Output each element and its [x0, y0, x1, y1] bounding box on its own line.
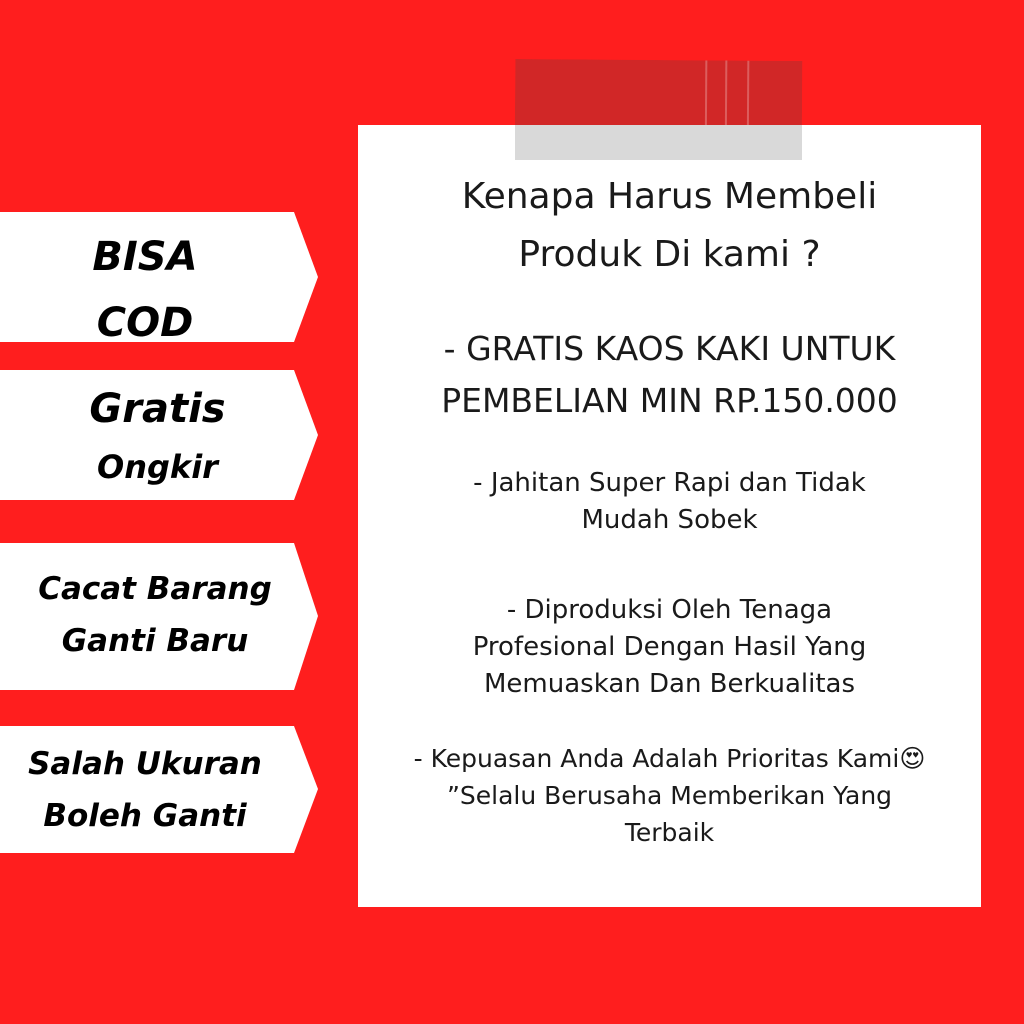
point-stitching [358, 465, 981, 539]
badge-wrong-size [0, 726, 318, 853]
promo-line-1: - GRATIS KAOS KAKI UNTUK [443, 329, 896, 368]
badge-wrong-size-line-2: Boleh Ganti [43, 798, 247, 834]
badge-wrong-size-label [0, 738, 290, 842]
point-2-line-3: Memuaskan Dan Berkualitas [484, 669, 855, 699]
badge-free-shipping-line-2: Ongkir [97, 448, 218, 486]
point-satisfaction [358, 740, 981, 851]
badge-free-shipping-label [0, 380, 315, 496]
badge-defect-line-1: Cacat Barang [38, 571, 272, 607]
point-3-line-2: ”Selalu Berusaha Memberikan Yang [446, 781, 893, 810]
badge-wrong-size-line-1: Salah Ukuran [28, 746, 262, 782]
point-3-line-3: Terbaik [624, 818, 715, 847]
badge-free-shipping-line-1: Gratis [89, 386, 226, 432]
badge-defect-replace [0, 543, 318, 690]
point-professional [358, 592, 981, 703]
point-3-line-1: - Kepuasan Anda Adalah Prioritas Kami😍 [413, 744, 926, 773]
point-2-line-1: - Diproduksi Oleh Tenaga [506, 595, 833, 625]
badge-cod-line-2: COD [96, 300, 194, 346]
badge-cod [0, 212, 318, 346]
heading-line-2: Produk Di kami ? [518, 234, 821, 275]
badge-cod-label [0, 224, 290, 356]
point-1-line-2: Mudah Sobek [581, 505, 758, 535]
badge-free-shipping [0, 370, 318, 500]
point-2-line-2: Profesional Dengan Hasil Yang [472, 632, 867, 662]
promo-line-2: PEMBELIAN MIN RP.150.000 [441, 381, 898, 420]
badge-cod-line-1: BISA [92, 234, 198, 280]
badge-defect-line-2: Ganti Baru [61, 623, 249, 659]
point-1-line-1: - Jahitan Super Rapi dan Tidak [473, 468, 866, 498]
heading-line-1: Kenapa Harus Membeli [461, 176, 878, 217]
tape-overlap [515, 125, 802, 160]
badge-defect-replace-label [0, 563, 310, 667]
card-heading [358, 168, 981, 284]
promo-text [358, 323, 981, 427]
